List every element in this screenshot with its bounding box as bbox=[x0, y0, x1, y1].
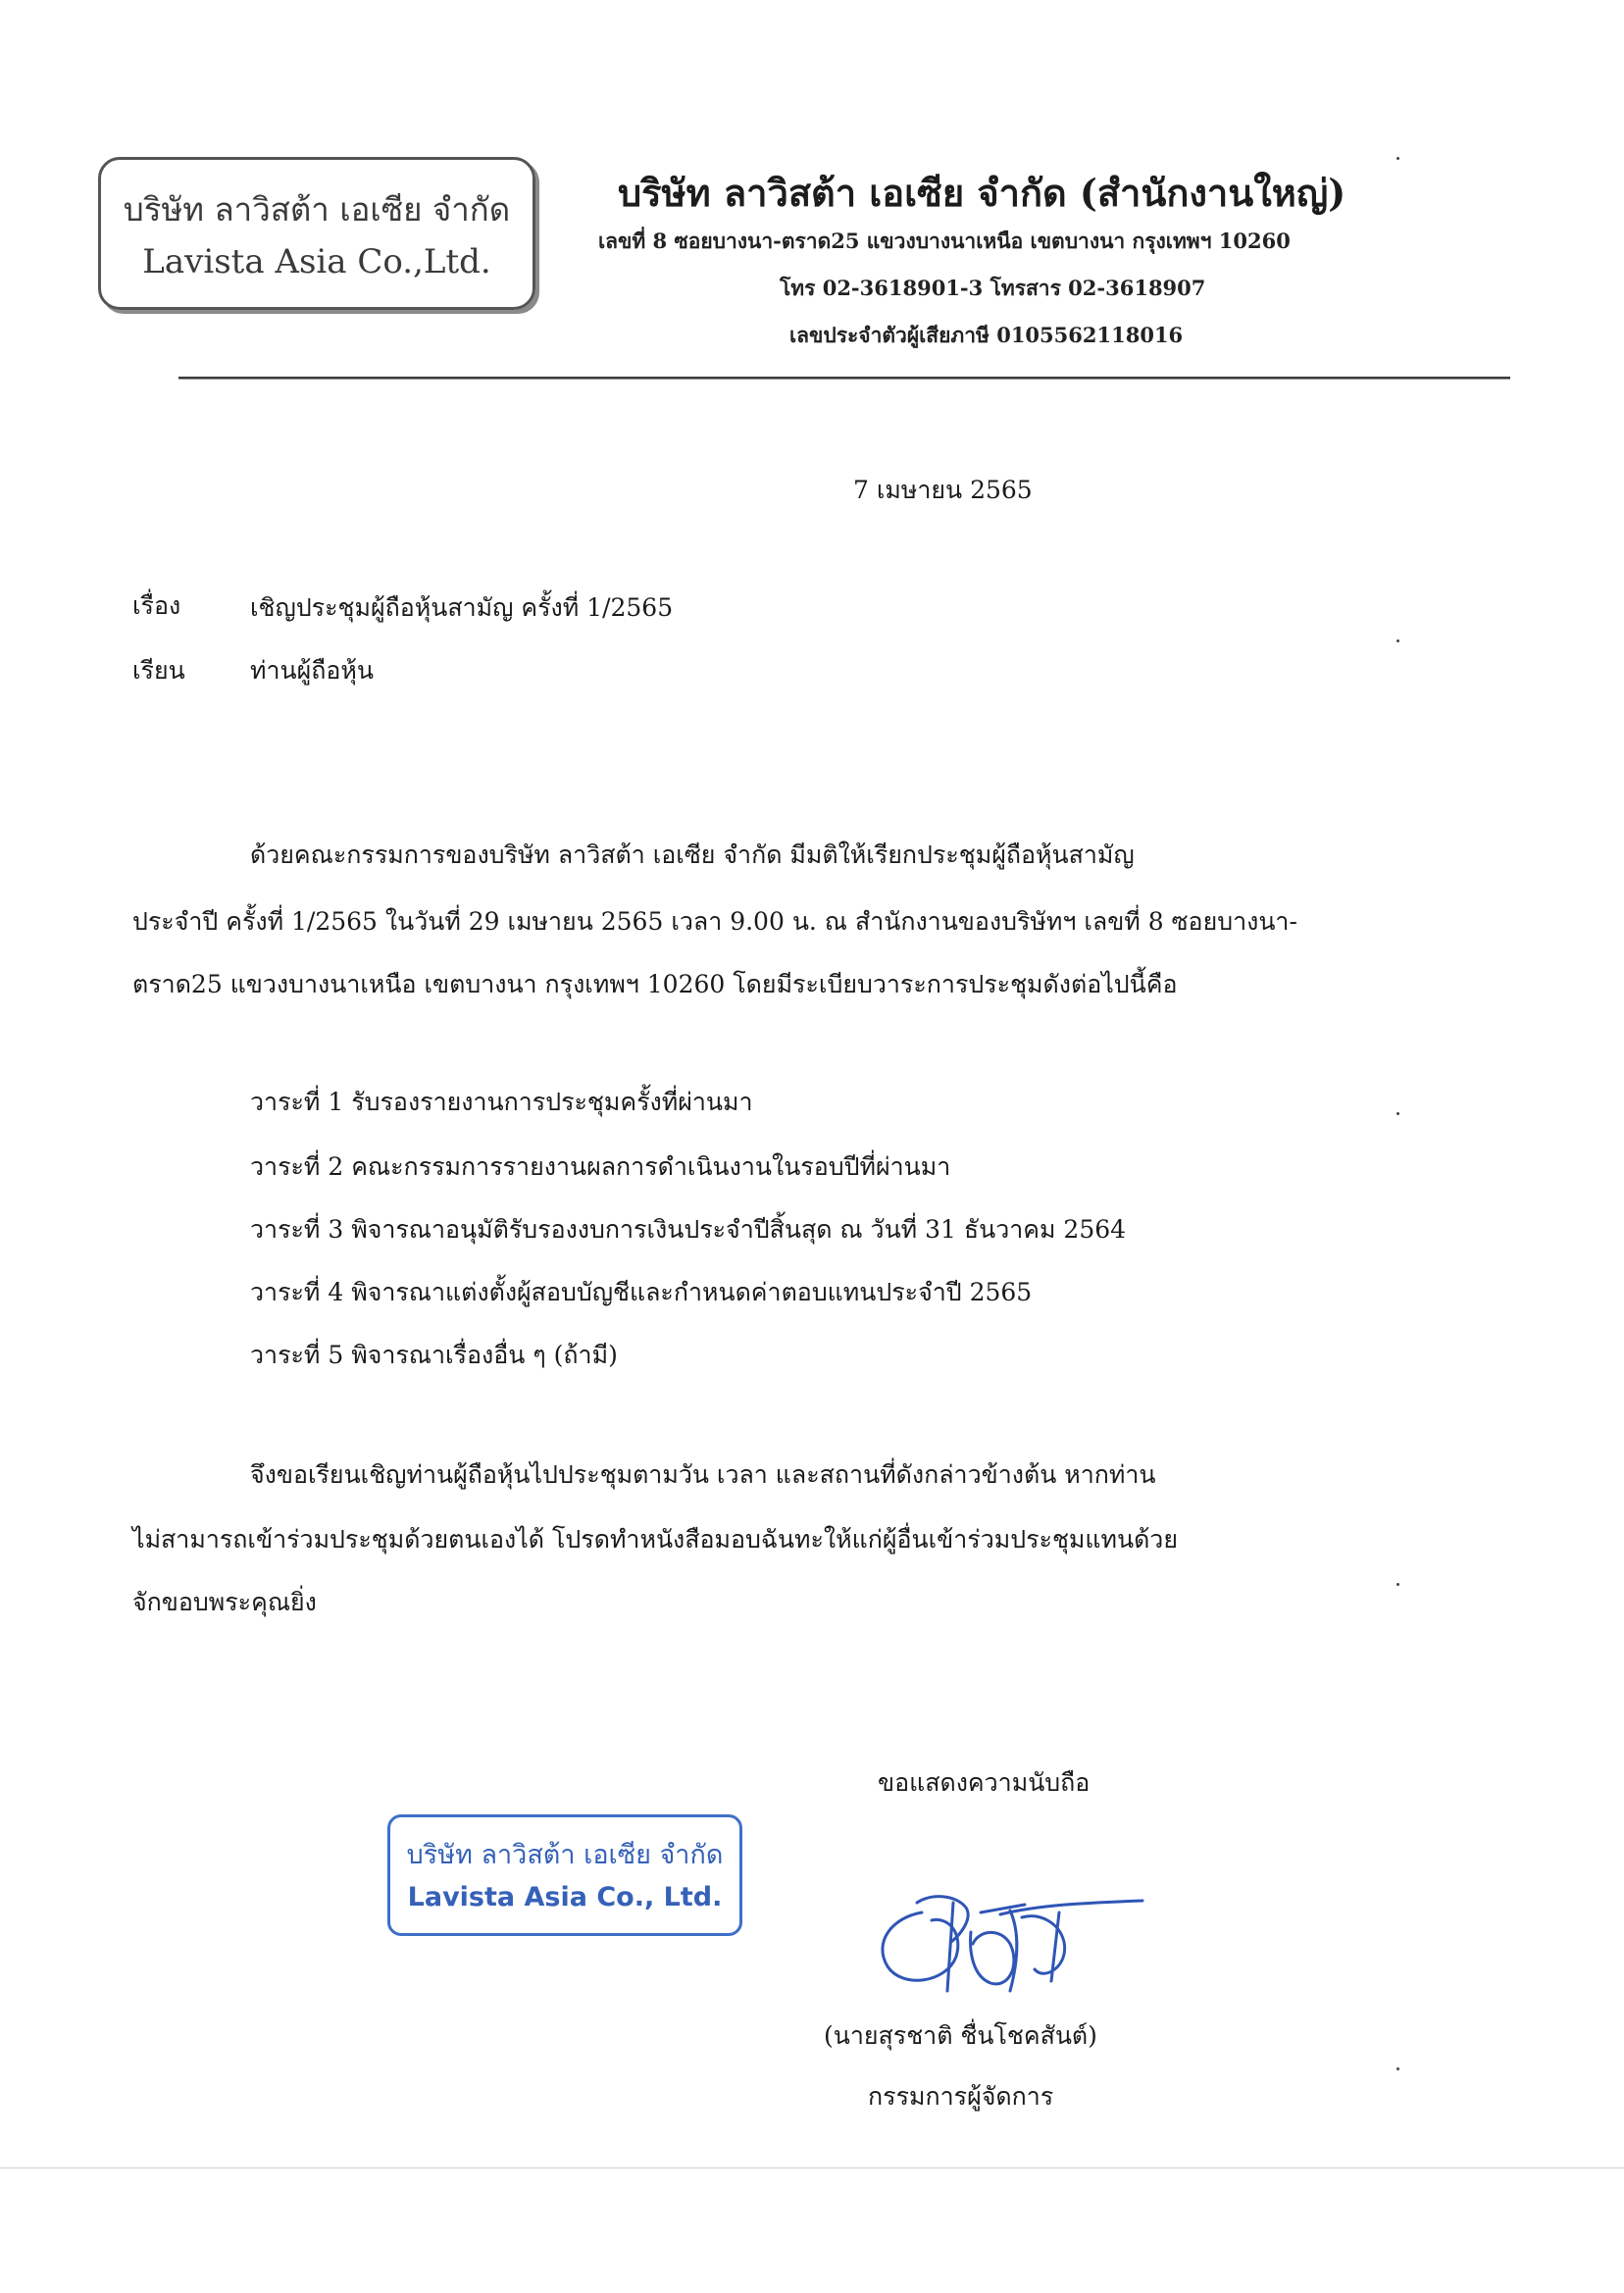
letterhead-phone: โทร 02-3618901-3 โทรสาร 02-3618907 bbox=[780, 276, 1206, 300]
closing-line: ไม่สามารถเข้าร่วมประชุมด้วยตนเองได้ โปรดทำหนังสือมอบฉันทะให้แก่ผู้อื่นเข้าร่วมประชุมแทนด้วย bbox=[132, 1525, 1178, 1554]
to-label: เรียน bbox=[132, 656, 185, 685]
intro-line: ตราด25 แขวงบางนาเหนือ เขตบางนา กรุงเทพฯ 10260 โดยมีระเบียบวาระการประชุมดังต่อไปนี้คือ bbox=[132, 970, 1178, 998]
letterhead-address: เลขที่ 8 ซอยบางนา-ตราด25 แขวงบางนาเหนือ เขตบางนา กรุงเทพฯ 10260 bbox=[598, 229, 1291, 253]
stamp-name-th: บริษัท ลาวิสต้า เอเซีย จำกัด bbox=[406, 1840, 724, 1870]
letter-date: 7 เมษายน 2565 bbox=[853, 476, 1033, 504]
logo-name-th: บริษัท ลาวิสต้า เอเซีย จำกัด bbox=[123, 190, 511, 229]
to-text: ท่านผู้ถือหุ้น bbox=[250, 656, 374, 685]
logo-name-en: Lavista Asia Co.,Ltd. bbox=[142, 242, 491, 281]
closing-line: จักขอบพระคุณยิ่ง bbox=[132, 1588, 317, 1616]
agenda-item: วาระที่ 3 พิจารณาอนุมัติรับรองงบการเงินประจำปีสิ้นสุด ณ วันที่ 31 ธันวาคม 2564 bbox=[250, 1215, 1127, 1244]
company-stamp bbox=[387, 1814, 742, 1936]
letterhead-tax-id: เลขประจำตัวผู้เสียภาษี 0105562118016 bbox=[789, 323, 1184, 347]
signature-icon bbox=[863, 1873, 1147, 2001]
letterhead-title: บริษัท ลาวิสต้า เอเซีย จำกัด (สำนักงานใหญ่) bbox=[618, 171, 1346, 215]
subject-text: เชิญประชุมผู้ถือหุ้นสามัญ ครั้งที่ 1/2565 bbox=[250, 593, 674, 622]
header-divider bbox=[178, 377, 1510, 380]
agenda-item: วาระที่ 1 รับรองรายงานการประชุมครั้งที่ผ่านมา bbox=[250, 1088, 753, 1116]
agenda-item: วาระที่ 2 คณะกรรมการรายงานผลการดำเนินงานในรอบปีที่ผ่านมา bbox=[250, 1152, 951, 1181]
agenda-item: วาระที่ 5 พิจารณาเรื่องอื่น ๆ (ถ้ามี) bbox=[250, 1341, 618, 1369]
intro-line: ด้วยคณะกรรมการของบริษัท ลาวิสต้า เอเซีย จำกัด มีมติให้เรียกประชุมผู้ถือหุ้นสามัญ bbox=[250, 841, 1135, 869]
closing-line: จึงขอเรียนเชิญท่านผู้ถือหุ้นไปประชุมตามวัน เวลา และสถานที่ดังกล่าวข้างต้น หากท่าน bbox=[250, 1460, 1156, 1489]
signer-title: กรรมการผู้จัดการ bbox=[868, 2082, 1054, 2111]
signer-name: (นายสุรชาติ ชื่นโชคสันต์) bbox=[824, 2021, 1097, 2050]
intro-line: ประจำปี ครั้งที่ 1/2565 ในวันที่ 29 เมษายน 2565 เวลา 9.00 น. ณ สำนักงานของบริษัทฯ เลขที่ 8 ซอยบางนา- bbox=[132, 907, 1297, 936]
page-bottom-line bbox=[0, 2167, 1624, 2168]
salutation: ขอแสดงความนับถือ bbox=[878, 1768, 1091, 1797]
subject-label: เรื่อง bbox=[132, 591, 181, 620]
company-logo bbox=[98, 157, 535, 310]
agenda-item: วาระที่ 4 พิจารณาแต่งตั้งผู้สอบบัญชีและกำหนดค่าตอบแทนประจำปี 2565 bbox=[250, 1278, 1033, 1306]
stamp-name-en: Lavista Asia Co., Ltd. bbox=[407, 1882, 723, 1912]
